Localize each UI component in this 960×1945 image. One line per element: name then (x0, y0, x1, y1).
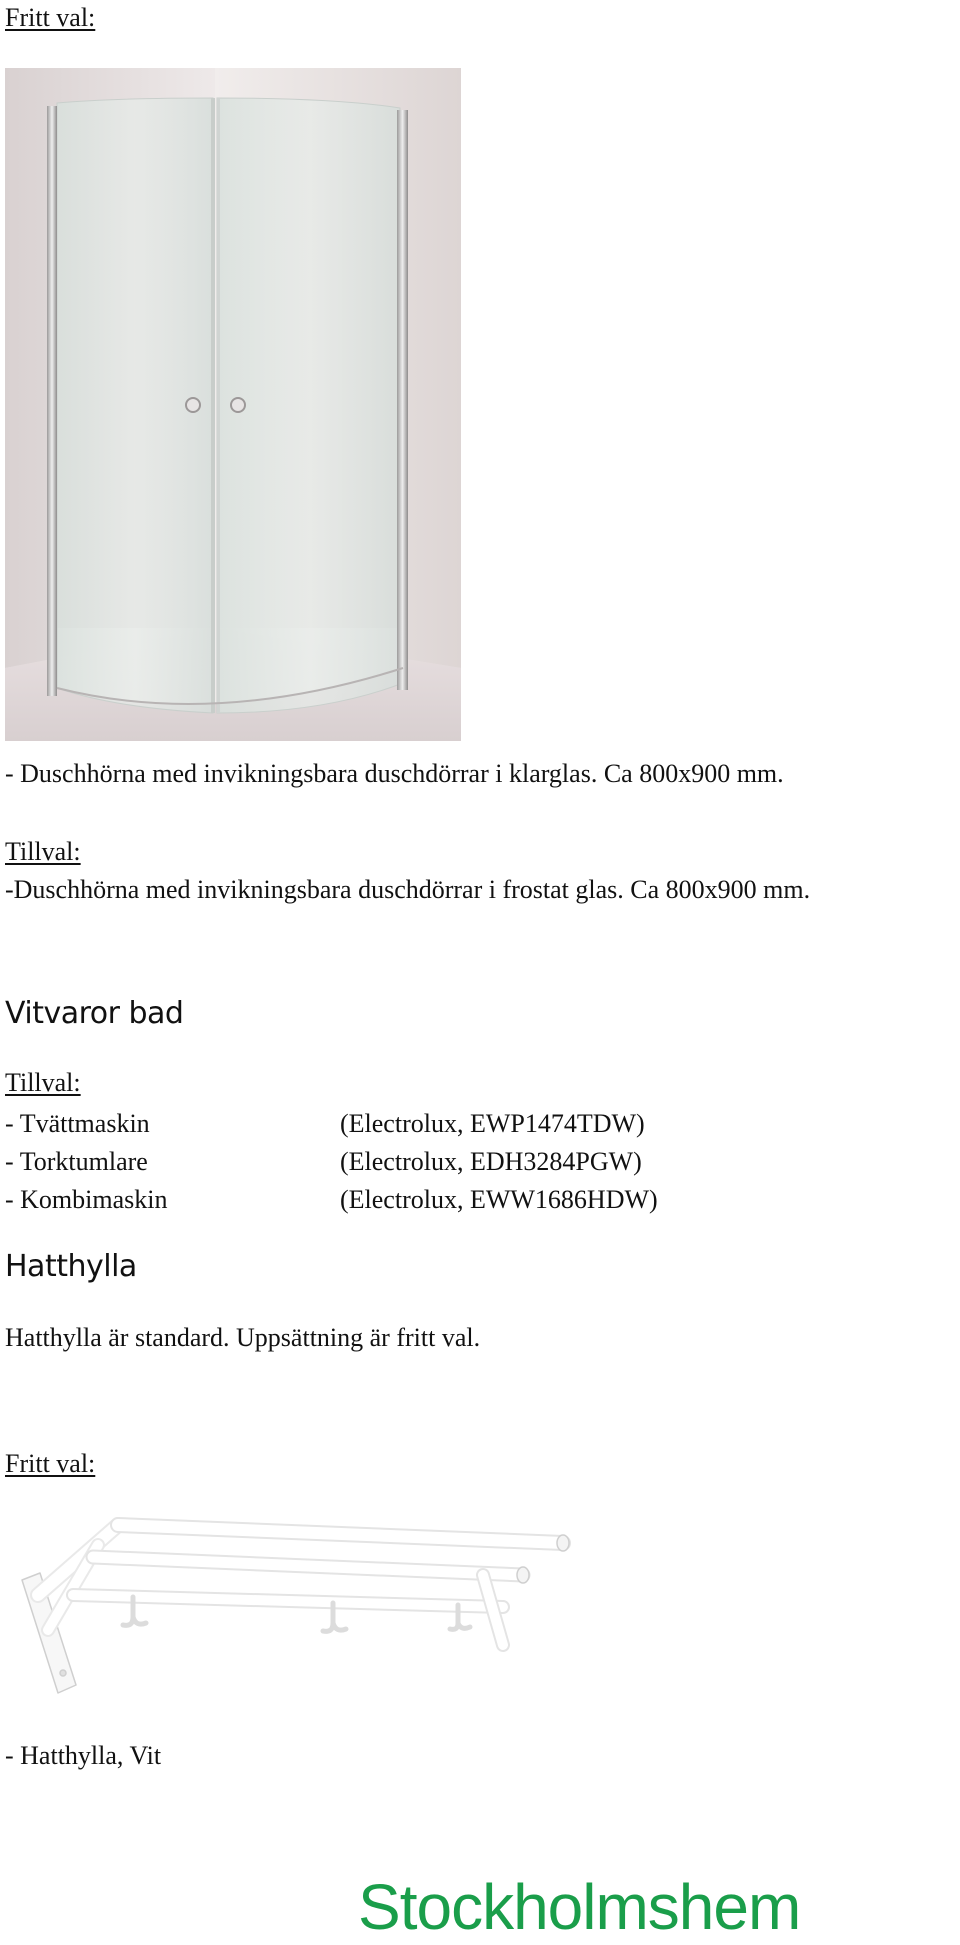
hat-shelf-image (18, 1505, 578, 1710)
free-choice-heading: Fritt val: (5, 3, 96, 32)
table-row (5, 1143, 658, 1181)
shower-option-heading: Tillval: (5, 837, 81, 866)
table-row (5, 1105, 658, 1143)
appliance-model: (Electrolux, EDH3284PGW) (340, 1147, 642, 1177)
appliance-model: (Electrolux, EWP1474TDW) (340, 1109, 645, 1139)
appliance-name: - Kombimaskin (5, 1185, 168, 1215)
hat-shelf-text: Hatthylla är standard. Uppsättning är fritt val. (5, 1323, 481, 1352)
hat-shelf-free-choice-heading: Fritt val: (5, 1449, 96, 1478)
table-row (5, 1181, 658, 1219)
shower-option-text: -Duschhörna med invikningsbara duschdörrar i frostat glas. Ca 800x900 mm. (5, 875, 811, 904)
shower-description: - Duschhörna med invikningsbara duschdörrar i klarglas. Ca 800x900 mm. (5, 759, 784, 788)
appliance-name: - Tvättmaskin (5, 1109, 150, 1139)
appliance-model: (Electrolux, EWW1686HDW) (340, 1185, 658, 1215)
appliances-heading: Vitvaror bad (5, 996, 184, 1031)
shower-corner-image (5, 68, 461, 741)
appliance-name: - Torktumlare (5, 1147, 148, 1177)
hat-shelf-caption: - Hatthylla, Vit (5, 1741, 162, 1770)
appliances-table (5, 1105, 658, 1219)
appliances-option-heading: Tillval: (5, 1068, 81, 1097)
hat-shelf-heading: Hatthylla (5, 1249, 137, 1284)
stockholmshem-logo: Stockholmshem (358, 1871, 801, 1943)
